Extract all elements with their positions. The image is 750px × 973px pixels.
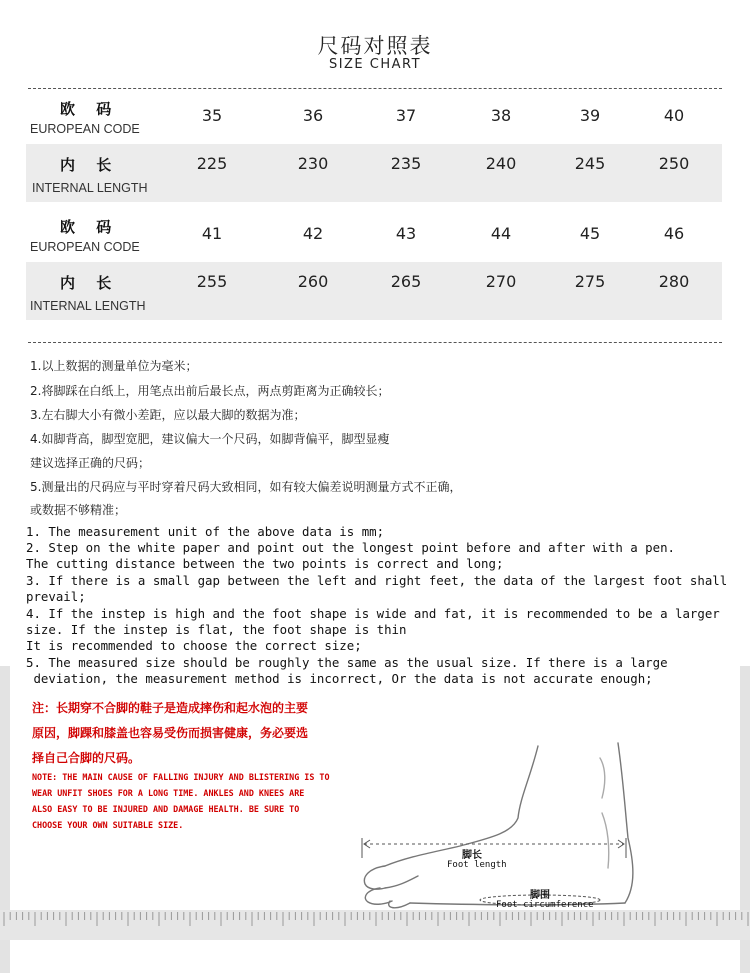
note-en: 4. If the instep is high and the foot shape is wide and fat, it is recommended to be a larger: [26, 606, 720, 621]
warning-cn: 原因，脚踝和膝盖也容易受伤而损害健康，务必要选: [32, 726, 309, 740]
note-cn: 2.将脚踩在白纸上，用笔点出前后最长点，两点剪距离为正确较长；: [30, 384, 390, 398]
note-en: prevail;: [26, 589, 86, 604]
size-value: 250: [658, 154, 690, 173]
note-en: 2. Step on the white paper and point out the longest point before and after with a pen.: [26, 540, 676, 555]
size-value: 35: [201, 106, 223, 125]
note-cn: 或数据不够精准；: [30, 503, 127, 517]
size-value: 37: [395, 106, 417, 125]
note-en: size. If the instep is flat, the foot shape is thin: [26, 622, 407, 637]
note-en: 1. The measurement unit of the above data is mm;: [26, 524, 385, 539]
warning-en: ALSO EASY TO BE INJURED AND DAMAGE HEALTH. BE SURE TO: [32, 804, 300, 814]
note-cn: 建议选择正确的尺码；: [30, 456, 151, 470]
row-label-en: INTERNAL LENGTH: [30, 299, 146, 313]
size-value: 270: [485, 272, 517, 291]
size-value: 38: [490, 106, 512, 125]
size-value: 260: [297, 272, 329, 291]
foot-circumference-label-cn: 脚围: [530, 890, 550, 901]
foot-length-label-en: Foot length: [447, 860, 507, 870]
divider: [28, 88, 722, 89]
size-value: 39: [579, 106, 601, 125]
row-label-en: EUROPEAN CODE: [30, 240, 140, 254]
size-value: 230: [297, 154, 329, 173]
size-value: 41: [201, 224, 223, 243]
note-cn: 1.以上数据的测量单位为毫米；: [30, 359, 198, 373]
size-value: 44: [490, 224, 512, 243]
divider: [28, 342, 722, 343]
foot-length-label-cn: 脚长: [462, 850, 482, 861]
foot-diagram: [340, 738, 640, 913]
row-label-en: INTERNAL LENGTH: [32, 181, 148, 195]
size-value: 280: [658, 272, 690, 291]
warning-en: CHOOSE YOUR OWN SUITABLE SIZE.: [32, 820, 184, 830]
size-value: 235: [390, 154, 422, 173]
size-value: 275: [574, 272, 606, 291]
table-row-european-code: [26, 210, 722, 266]
size-value: 255: [196, 272, 228, 291]
warning-cn: 择自己合脚的尺码。: [32, 751, 141, 765]
row-label-cn: 欧 码: [60, 218, 120, 236]
table-row-european-code: [26, 92, 722, 148]
size-value: 45: [579, 224, 601, 243]
size-value: 240: [485, 154, 517, 173]
size-value: 225: [196, 154, 228, 173]
row-label-cn: 内 长: [60, 156, 120, 174]
note-en: 5. The measured size should be roughly the same as the usual size. If there is a large: [26, 655, 668, 670]
size-value: 265: [390, 272, 422, 291]
size-value: 43: [395, 224, 417, 243]
note-en: 3. If there is a small gap between the left and right feet, the data of the largest foot shall: [26, 573, 728, 588]
warning-en: NOTE: THE MAIN CAUSE OF FALLING INJURY AND BLISTERING IS TO: [32, 772, 330, 782]
size-value: 42: [302, 224, 324, 243]
size-value: 245: [574, 154, 606, 173]
note-en: deviation, the measurement method is incorrect, Or the data is not accurate enough;: [26, 671, 653, 686]
note-cn: 3.左右脚大小有微小差距，应以最大脚的数据为准；: [30, 408, 306, 422]
note-en: It is recommended to choose the correct size;: [26, 638, 362, 653]
table-row-internal-length: [26, 262, 722, 320]
page-title: 尺码对照表: [317, 34, 433, 58]
row-label-en: EUROPEAN CODE: [30, 122, 140, 136]
size-value: 46: [663, 224, 685, 243]
note-en: The cutting distance between the two points is correct and long;: [26, 556, 504, 571]
warning-en: WEAR UNFIT SHOES FOR A LONG TIME. ANKLES AND KNEES ARE: [32, 788, 305, 798]
row-label-cn: 欧 码: [60, 100, 120, 118]
page-subtitle: SIZE CHART: [328, 57, 422, 72]
size-value: 36: [302, 106, 324, 125]
ruler: [0, 910, 750, 940]
note-cn: 5.测量出的尺码应与平时穿着尺码大致相同，如有较大偏差说明测量方式不正确，: [30, 480, 462, 494]
row-label-cn: 内 长: [60, 274, 120, 292]
foot-circumference-label-en: Foot circumference: [496, 900, 594, 910]
size-value: 40: [663, 106, 685, 125]
note-cn: 4.如脚背高，脚型宽肥，建议偏大一个尺码，如脚背偏平，脚型显瘦: [30, 432, 390, 446]
table-row-internal-length: [26, 144, 722, 202]
warning-cn: 注：长期穿不合脚的鞋子是造成摔伤和起水泡的主要: [32, 701, 309, 715]
